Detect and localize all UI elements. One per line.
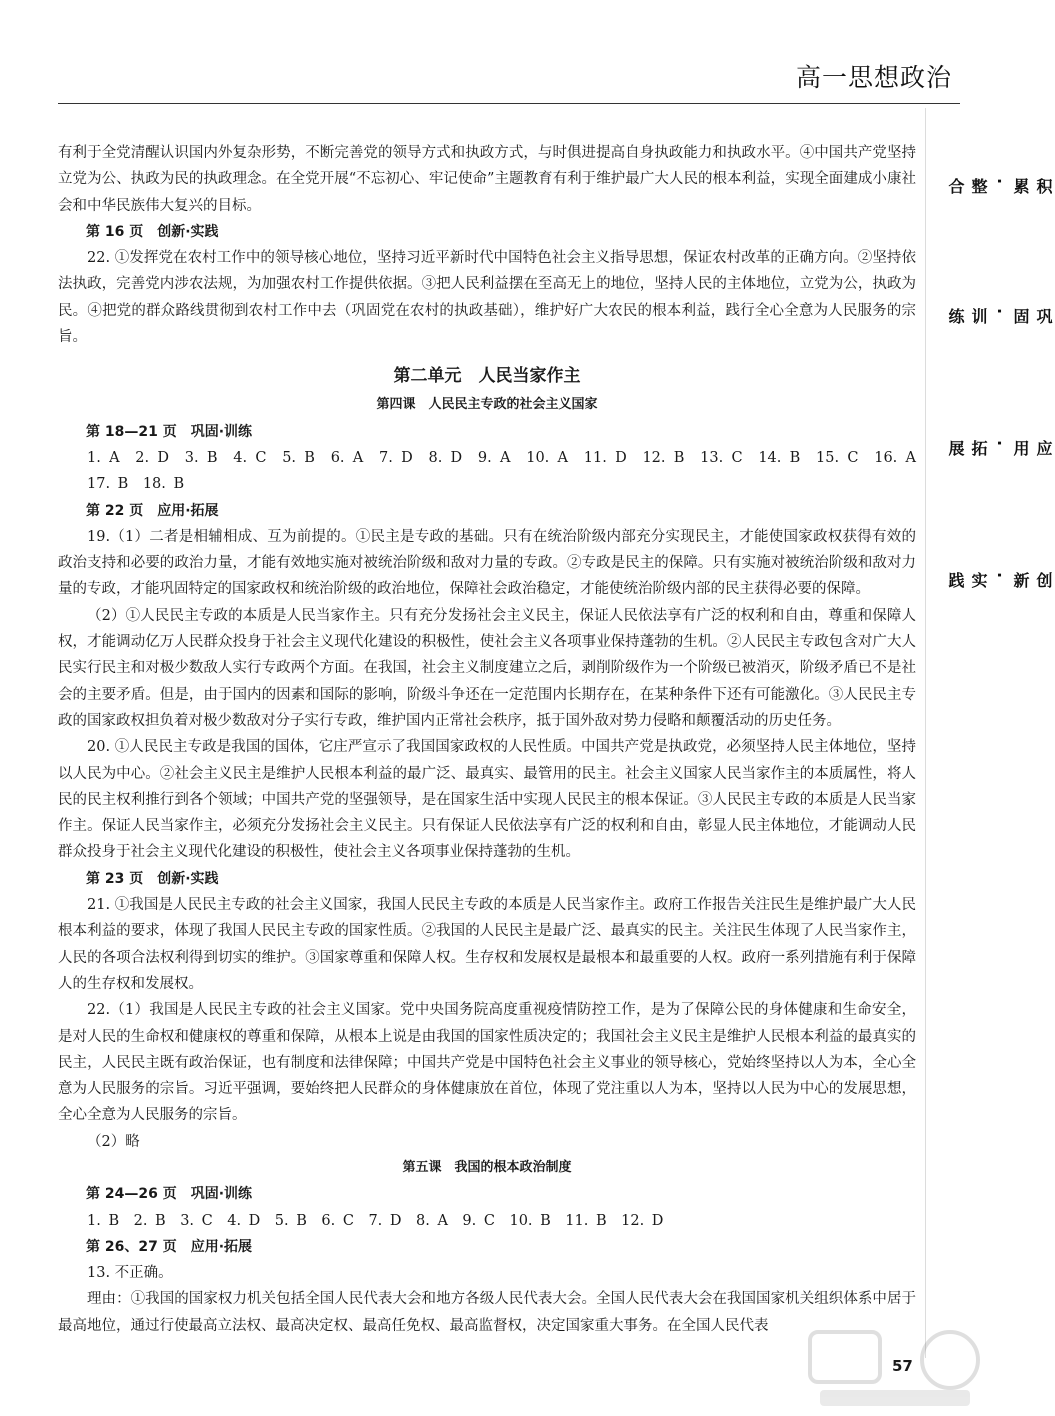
watermark-logo-icon <box>800 1322 985 1412</box>
answer-21: 21. ①我国是人民民主专政的社会主义国家，我国人民民主专政的本质是人民当家作主。政府工作报告关注民生是维护最广大人民根本利益的要求，体现了我国人民民主专政的国家性质。②我国的人民民主是最广泛、最真实的民主。关注民生体现了人民当家作主，人民的各项合法权利得到切实的维护。③国家尊重和保障人权。生存权和发展权是最根本和最重要的人权。政府一系列措施有利于保障人的生存权和发展权。 <box>58 897 916 992</box>
page-header-title: 高一思想政治 <box>795 63 952 92</box>
side-tab-innovate: 创新·实践 <box>946 572 1053 592</box>
section-heading-p24: 第 24—26 页 巩固·训练 <box>86 1186 253 1203</box>
answers-choice-p24: 1. B 2. B 3. C 4. D 5. B 6. C 7. D 8. A 9. C 10. B 11. B 12. D <box>87 1212 664 1229</box>
answer-content <box>58 140 931 1339</box>
answer-13: 13. 不正确。 <box>87 1265 173 1282</box>
lesson-5-title: 第五课 我国的根本政治制度 <box>402 1159 572 1175</box>
section-heading-p26: 第 26、27 页 应用·拓展 <box>86 1238 253 1255</box>
answer-22-2-p23: （2）略 <box>87 1133 140 1150</box>
page-number: 57 <box>892 1357 913 1375</box>
header-divider <box>58 103 960 104</box>
section-heading-p18: 第 18—21 页 巩固·训练 <box>86 423 253 440</box>
side-tab-consolidate: 巩固·训练 <box>946 308 1053 328</box>
side-tab-apply: 应用·拓展 <box>946 440 1053 460</box>
answer-22-p16: 22. ①发挥党在农村工作中的领导核心地位，坚持习近平新时代中国特色社会主义指导思想，保证农村改革的正确方向。②坚持依法执政，完善党内涉农法规，为加强农村工作提供依据。③把人民利益摆在至高无上的地位，坚持人民的主体地位，立党为公，执政为民。④把党的群众路线贯彻到农村工作中去（巩固党在农村的执政基础），维护好广大农民的根本利益，践行全心全意为人民服务的宗旨。 <box>58 250 916 346</box>
answer-13-reason: 理由：①我国的国家权力机关包括全国人民代表大会和地方各级人民代表大会。全国人民代表大会在我国国家机关组织体系中居于最高地位，通过行使最高立法权、最高决定权、最高任免权、最高监督权，决定国家重大事务。在全国人民代表 <box>58 1291 916 1334</box>
section-heading-p23: 第 23 页 创新·实践 <box>86 870 219 887</box>
answer-20: 20. ①人民民主专政是我国的国体，它庄严宣示了我国国家政权的人民性质。中国共产党是执政党，必须坚持人民主体地位，坚持以人民为中心。②社会主义民主是维护人民根本利益的最广泛、最真实、最管用的民主。社会主义国家人民当家作主的本质属性，将人民的民主权利推行到各个领域；中国共产党的坚强领导，是在国家生活中实现人民民主的根本保证。③人民民主专政的本质是人民当家作主。保证人民当家作主，必须充分发扬社会主义民主。只有保证人民依法享有广泛的权利和自由，彰显人民主体地位，才能调动人民群众投身于社会主义现代化建设的积极性，使社会主义各项事业保持蓬勃的生机。 <box>58 739 916 861</box>
answer-19-2: （2）①人民民主专政的本质是人民当家作主。只有充分发扬社会主义民主，保证人民依法享有广泛的权利和自由，尊重和保障人权，才能调动亿万人民群众投身于社会主义现代化建设的积极性，使社会主义各项事业保持蓬勃的生机。②人民民主专政包含对广大人民实行民主和对极少数敌人实行专政两个方面。在我国，社会主义制度建立之后，剥削阶级作为一个阶级已被消灭，阶级矛盾已不是社会的主要矛盾。但是，由于国内的因素和国际的影响，阶级斗争还在一定范围内长期存在，在某种条件下还有可能激化。③人民民主专政的国家政权担负着对极少数敌对分子实行专政，维护国内正常社会秩序，抵于国外敌对势力侵略和颠覆活动的历史任务。 <box>58 607 916 729</box>
answer-19-1: 19.（1）二者是相辅相成、互为前提的。①民主是专政的基础。只有在统治阶级内部充分实现民主，才能使国家政权获得有效的政治支持和必要的政治力量，才能有效地实施对被统治阶级和敌对力量的专政。②专政是民主的保障。只有实施对被统治阶级和敌对力量的专政，才能巩固特定的国家政权和统治阶级的政治地位，保障社会政治稳定，才能使统治阶级内部的民主获得必要的保障。 <box>58 528 916 598</box>
lesson-4-title: 第四课 人民民主专政的社会主义国家 <box>376 397 598 413</box>
answer-22-1-p23: 22.（1）我国是人民民主专政的社会主义国家。党中央国务院高度重视疫情防控工作，是为了保障公民的身体健康和生命安全，是对人民的生命权和健康权的尊重和保障，从根本上说是由我国的国家性质决定的；我国社会主义民主是维护人民根本利益的最真实的民主，人民民主既有政治保证，也有制度和法律保障；中国共产党是中国特色社会主义事业的领导核心，党始终坚持以人为本，全心全意为人民服务的宗旨。习近平强调，要始终把人民群众的身体健康放在首位，体现了党注重以人为本，坚持以人民为中心的发展思想，全心全意为人民服务的宗旨。 <box>58 1002 916 1124</box>
answers-choice-p18: 1. A 2. D 3. B 4. C 5. B 6. A 7. D 8. D 9. A 10. A 11. D 12. B 13. C 14. B 15. C 16. A 17. B 18. B <box>87 449 931 493</box>
paragraph-continuation: 有利于全党清醒认识国内外复杂形势，不断完善党的领导方式和执政方式，与时俱进提高自身执政能力和执政水平。④中国共产党坚持立党为公、执政为民的执政理念。在全党开展“不忘初心、牢记使命”主题教育有利于维护最广大人民的根本利益，实现全面建成小康社会和中华民族伟大复兴的目标。 <box>58 145 916 214</box>
side-divider <box>925 108 926 1358</box>
section-heading-p22: 第 22 页 应用·拓展 <box>86 502 219 519</box>
unit-title: 第二单元 人民当家作主 <box>393 366 581 387</box>
section-heading-p16: 第 16 页 创新·实践 <box>86 223 219 240</box>
side-tab-accumulate: 积累·整合 <box>946 178 1053 198</box>
spacer <box>58 350 916 360</box>
